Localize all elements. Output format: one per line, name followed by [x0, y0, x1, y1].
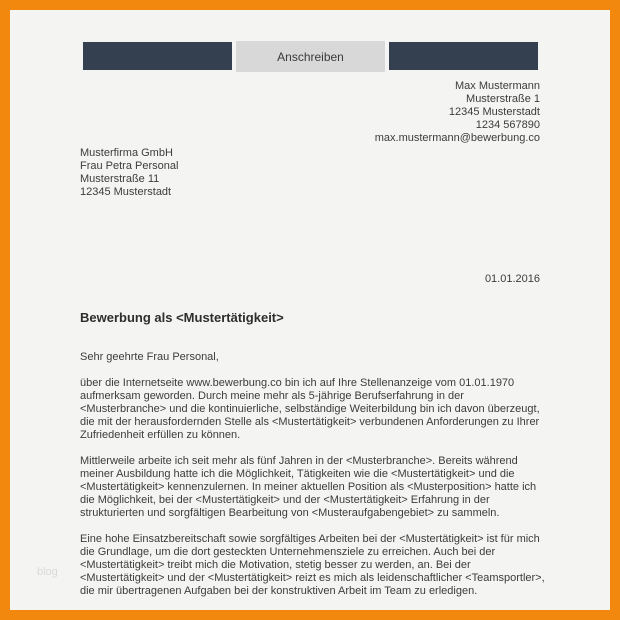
letter-page — [10, 10, 610, 610]
sender-street: Musterstraße 1 — [466, 93, 540, 105]
sender-email: max.mustermann@bewerbung.co — [374, 132, 540, 144]
sender-phone: 1234 567890 — [475, 119, 540, 131]
header-bar-left — [83, 42, 232, 70]
header-tab-strip — [83, 42, 538, 70]
recipient-street: Musterstraße 11 — [80, 173, 160, 185]
letter-subject: Bewerbung als <Mustertätigkeit> — [80, 310, 284, 325]
sender-name: Max Mustermann — [455, 80, 540, 92]
recipient-address-block — [80, 147, 178, 199]
sender-address-block — [375, 80, 540, 145]
recipient-company: Musterfirma GmbH — [80, 147, 173, 159]
letter-paragraph-3: Eine hohe Einsatzbereitschaft sowie sorgfältiges Arbeiten bei der <Mustertätigkeit> ist für mich die Grundlage, um die dort gesteckten Unternehmensziele zu erreichen. Auch bei der <Mustertätigkeit> treibt mich die Motivation, stetig besser zu werden, an. Bei der <Mustertätigkeit> und der <Mustertätigkeit> reizt es mich als leidenschaftlicher <Teamsportler>, die mir übertragenen Aufgaben bei der konstruktiven Arbeit im Team zu erledigen. — [80, 533, 545, 597]
letter-paragraph-1: über die Internetseite www.bewerbung.co bin ich auf Ihre Stellenanzeige vom 01.01.1970 aufmerksam geworden. Durch meine mehr als 5-jährige Berufserfahrung in der <Musterbranche> und die kontinuierliche, selbständige Weiterbildung bin ich davon überzeugt, die mit der herausfordernden Stelle als <Mustertätigkeit> verbundenen Anforderungen zu Ihrer Zufriedenheit erfüllen zu können. — [80, 377, 540, 441]
blog-watermark: blog — [37, 566, 58, 578]
letter-paragraph-2: Mittlerweile arbeite ich seit mehr als fünf Jahren in der <Musterbranche>. Bereits während meiner Ausbildung hatte ich die Möglichkeit, Tätigkeiten wie die <Mustertätigkeit> und die <Mustertätigkeit> kennenzulernen. In meiner aktuellen Position als <Musterposition> hatte ich die Möglichkeit, bei der <Mustertätigkeit> und der <Mustertätigkeit> Erfahrung in der strukturierten und sorgfältigen Bearbeitung von <Musteraufgabengebiet> zu sammeln. — [80, 455, 537, 519]
tab-anschreiben-label: Anschreiben — [277, 49, 344, 64]
tab-anschreiben[interactable] — [236, 41, 385, 72]
letter-body — [80, 351, 552, 611]
letter-date: 01.01.2016 — [484, 273, 540, 285]
sender-city: 12345 Musterstadt — [448, 106, 540, 118]
letter-salutation: Sehr geehrte Frau Personal, — [80, 351, 219, 363]
recipient-city: 12345 Musterstadt — [80, 186, 172, 198]
header-bar-right — [389, 42, 538, 70]
recipient-contact: Frau Petra Personal — [80, 160, 179, 172]
